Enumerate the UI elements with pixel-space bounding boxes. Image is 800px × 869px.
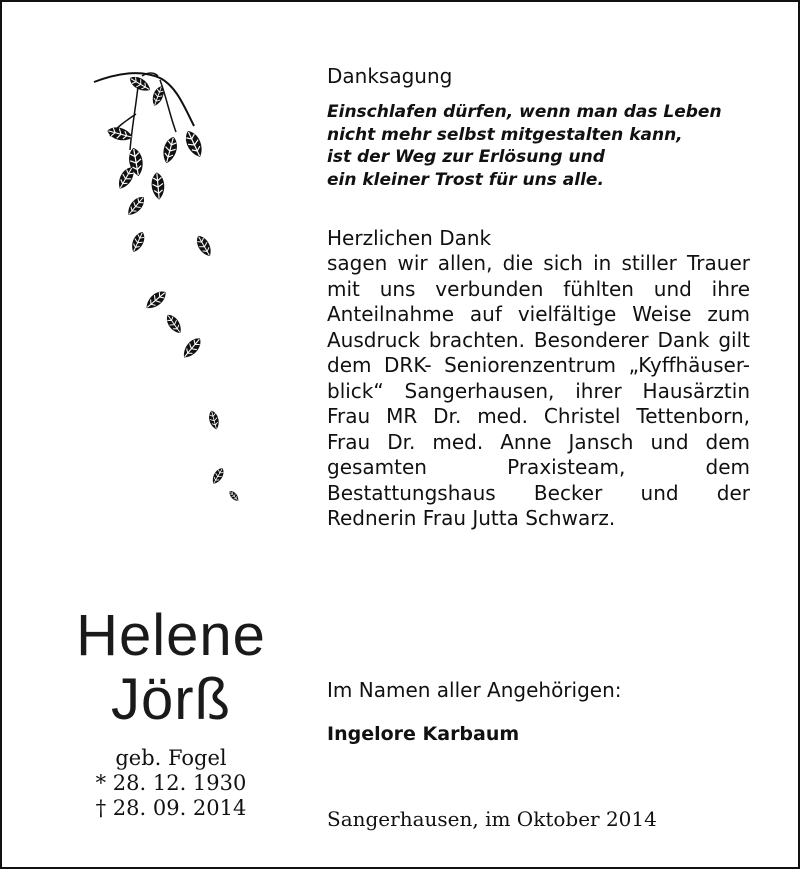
deceased-last-name: Jörß	[111, 667, 231, 732]
poem-line: ein kleiner Trost für uns alle.	[327, 169, 604, 190]
poem-line: Einschlafen dürfen, wenn man das Leben	[327, 102, 722, 122]
death-date: † 28. 09. 2014	[95, 796, 247, 820]
life-dates	[40, 746, 302, 821]
thanks-title: Herzlichen Dank	[327, 226, 492, 250]
poem	[327, 101, 750, 191]
falling-birch-leaves-icon	[80, 66, 260, 516]
thanks-body: sagen wir allen, die sich in stiller Trauer mit uns verbunden fühlten und ihre Anteilnahme auf vielfältige Weise zum Ausdruck brachten. Besonderer Dank gilt dem DRK- Seniorenzentrum „Kyffhäuser-blick“ Sangerhausen, ihrer Hausärztin Frau MR Dr. med. Christel Tettenborn, Frau Dr. med. Anne Jansch und dem gesamten Praxisteam, dem Bestattungshaus Becker und der Rednerin Frau Jutta Schwarz.	[327, 251, 750, 530]
deceased-block	[40, 603, 302, 821]
signer-name: Ingelore Karbaum	[327, 723, 520, 745]
deceased-first-name: Helene	[76, 603, 266, 668]
notice-text	[327, 63, 750, 532]
birth-name: geb. Fogel	[115, 746, 227, 770]
notice-heading: Danksagung	[327, 64, 453, 88]
poem-line: ist der Weg zur Erlösung und	[327, 147, 605, 167]
poem-line: nicht mehr selbst mitgestalten kann,	[327, 124, 683, 145]
place-and-date: Sangerhausen, im Oktober 2014	[327, 807, 657, 831]
birth-date: * 28. 12. 1930	[95, 771, 247, 795]
on-behalf-line: Im Namen aller Angehörigen:	[327, 678, 622, 702]
